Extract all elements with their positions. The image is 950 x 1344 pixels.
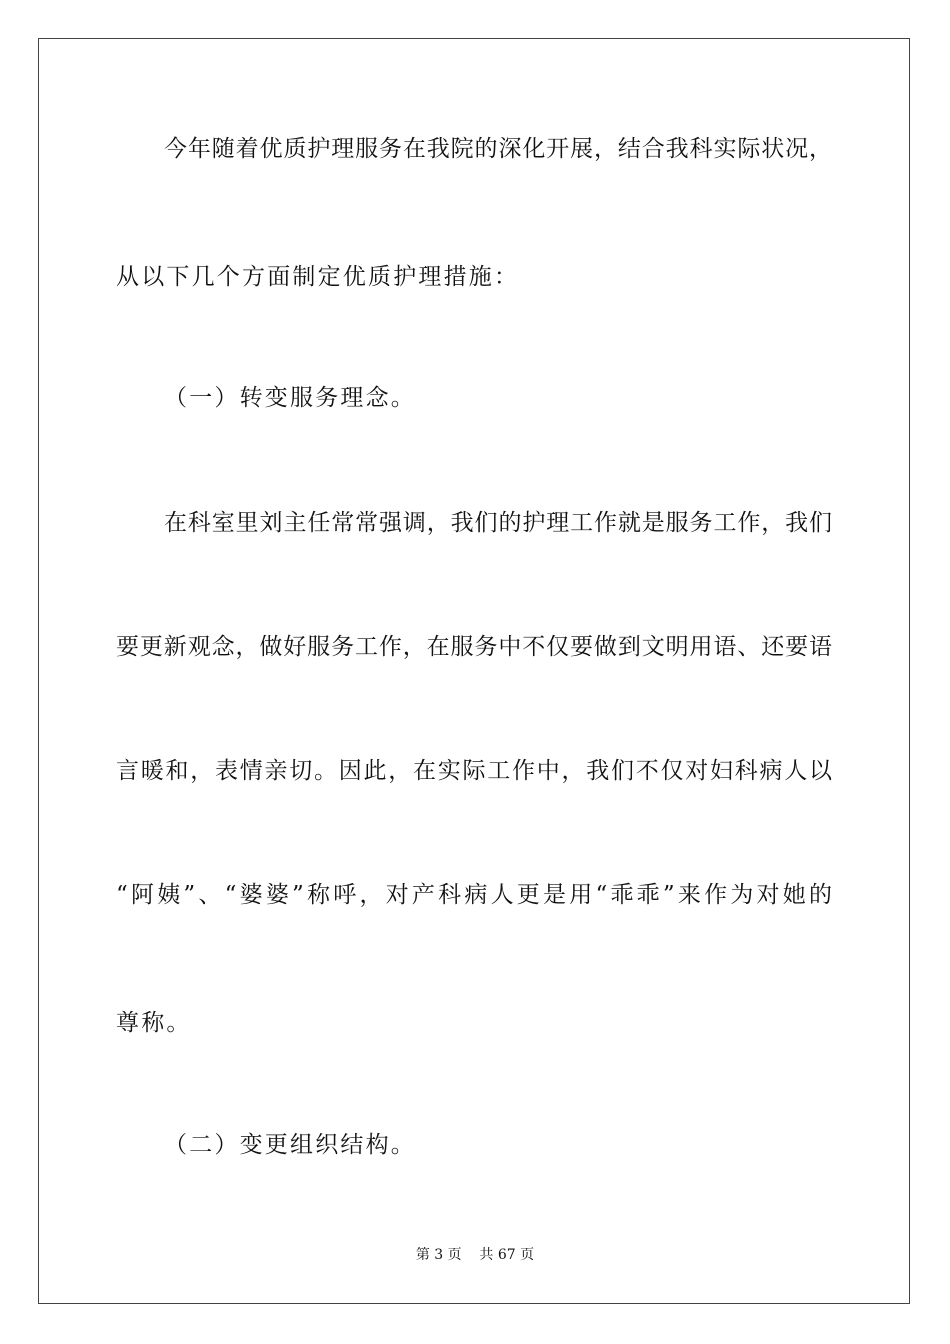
page-number-footer: 第 3 页 共 67 页 bbox=[415, 1247, 535, 1263]
section-heading-2: （二）变更组织结构。 bbox=[164, 1132, 416, 1158]
paragraph-line-6: “阿姨”、“婆婆”称呼，对产科病人更是用“乖乖”来作为对她的 bbox=[116, 882, 832, 908]
paragraph-line-4: 要更新观念，做好服务工作，在服务中不仅要做到文明用语、还要语 bbox=[116, 634, 832, 660]
paragraph-line-7: 尊称。 bbox=[116, 1010, 192, 1036]
paragraph-line-1: 今年随着优质护理服务在我院的深化开展，结合我科实际状况， bbox=[164, 136, 832, 162]
paragraph-line-2: 从以下几个方面制定优质护理措施： bbox=[116, 264, 520, 290]
section-heading-1: （一）转变服务理念。 bbox=[164, 385, 416, 411]
paragraph-line-3: 在科室里刘主任常常强调，我们的护理工作就是服务工作，我们 bbox=[164, 510, 832, 536]
page-border bbox=[38, 38, 910, 1304]
paragraph-line-5: 言暖和，表情亲切。因此，在实际工作中，我们不仅对妇科病人以 bbox=[116, 758, 832, 784]
